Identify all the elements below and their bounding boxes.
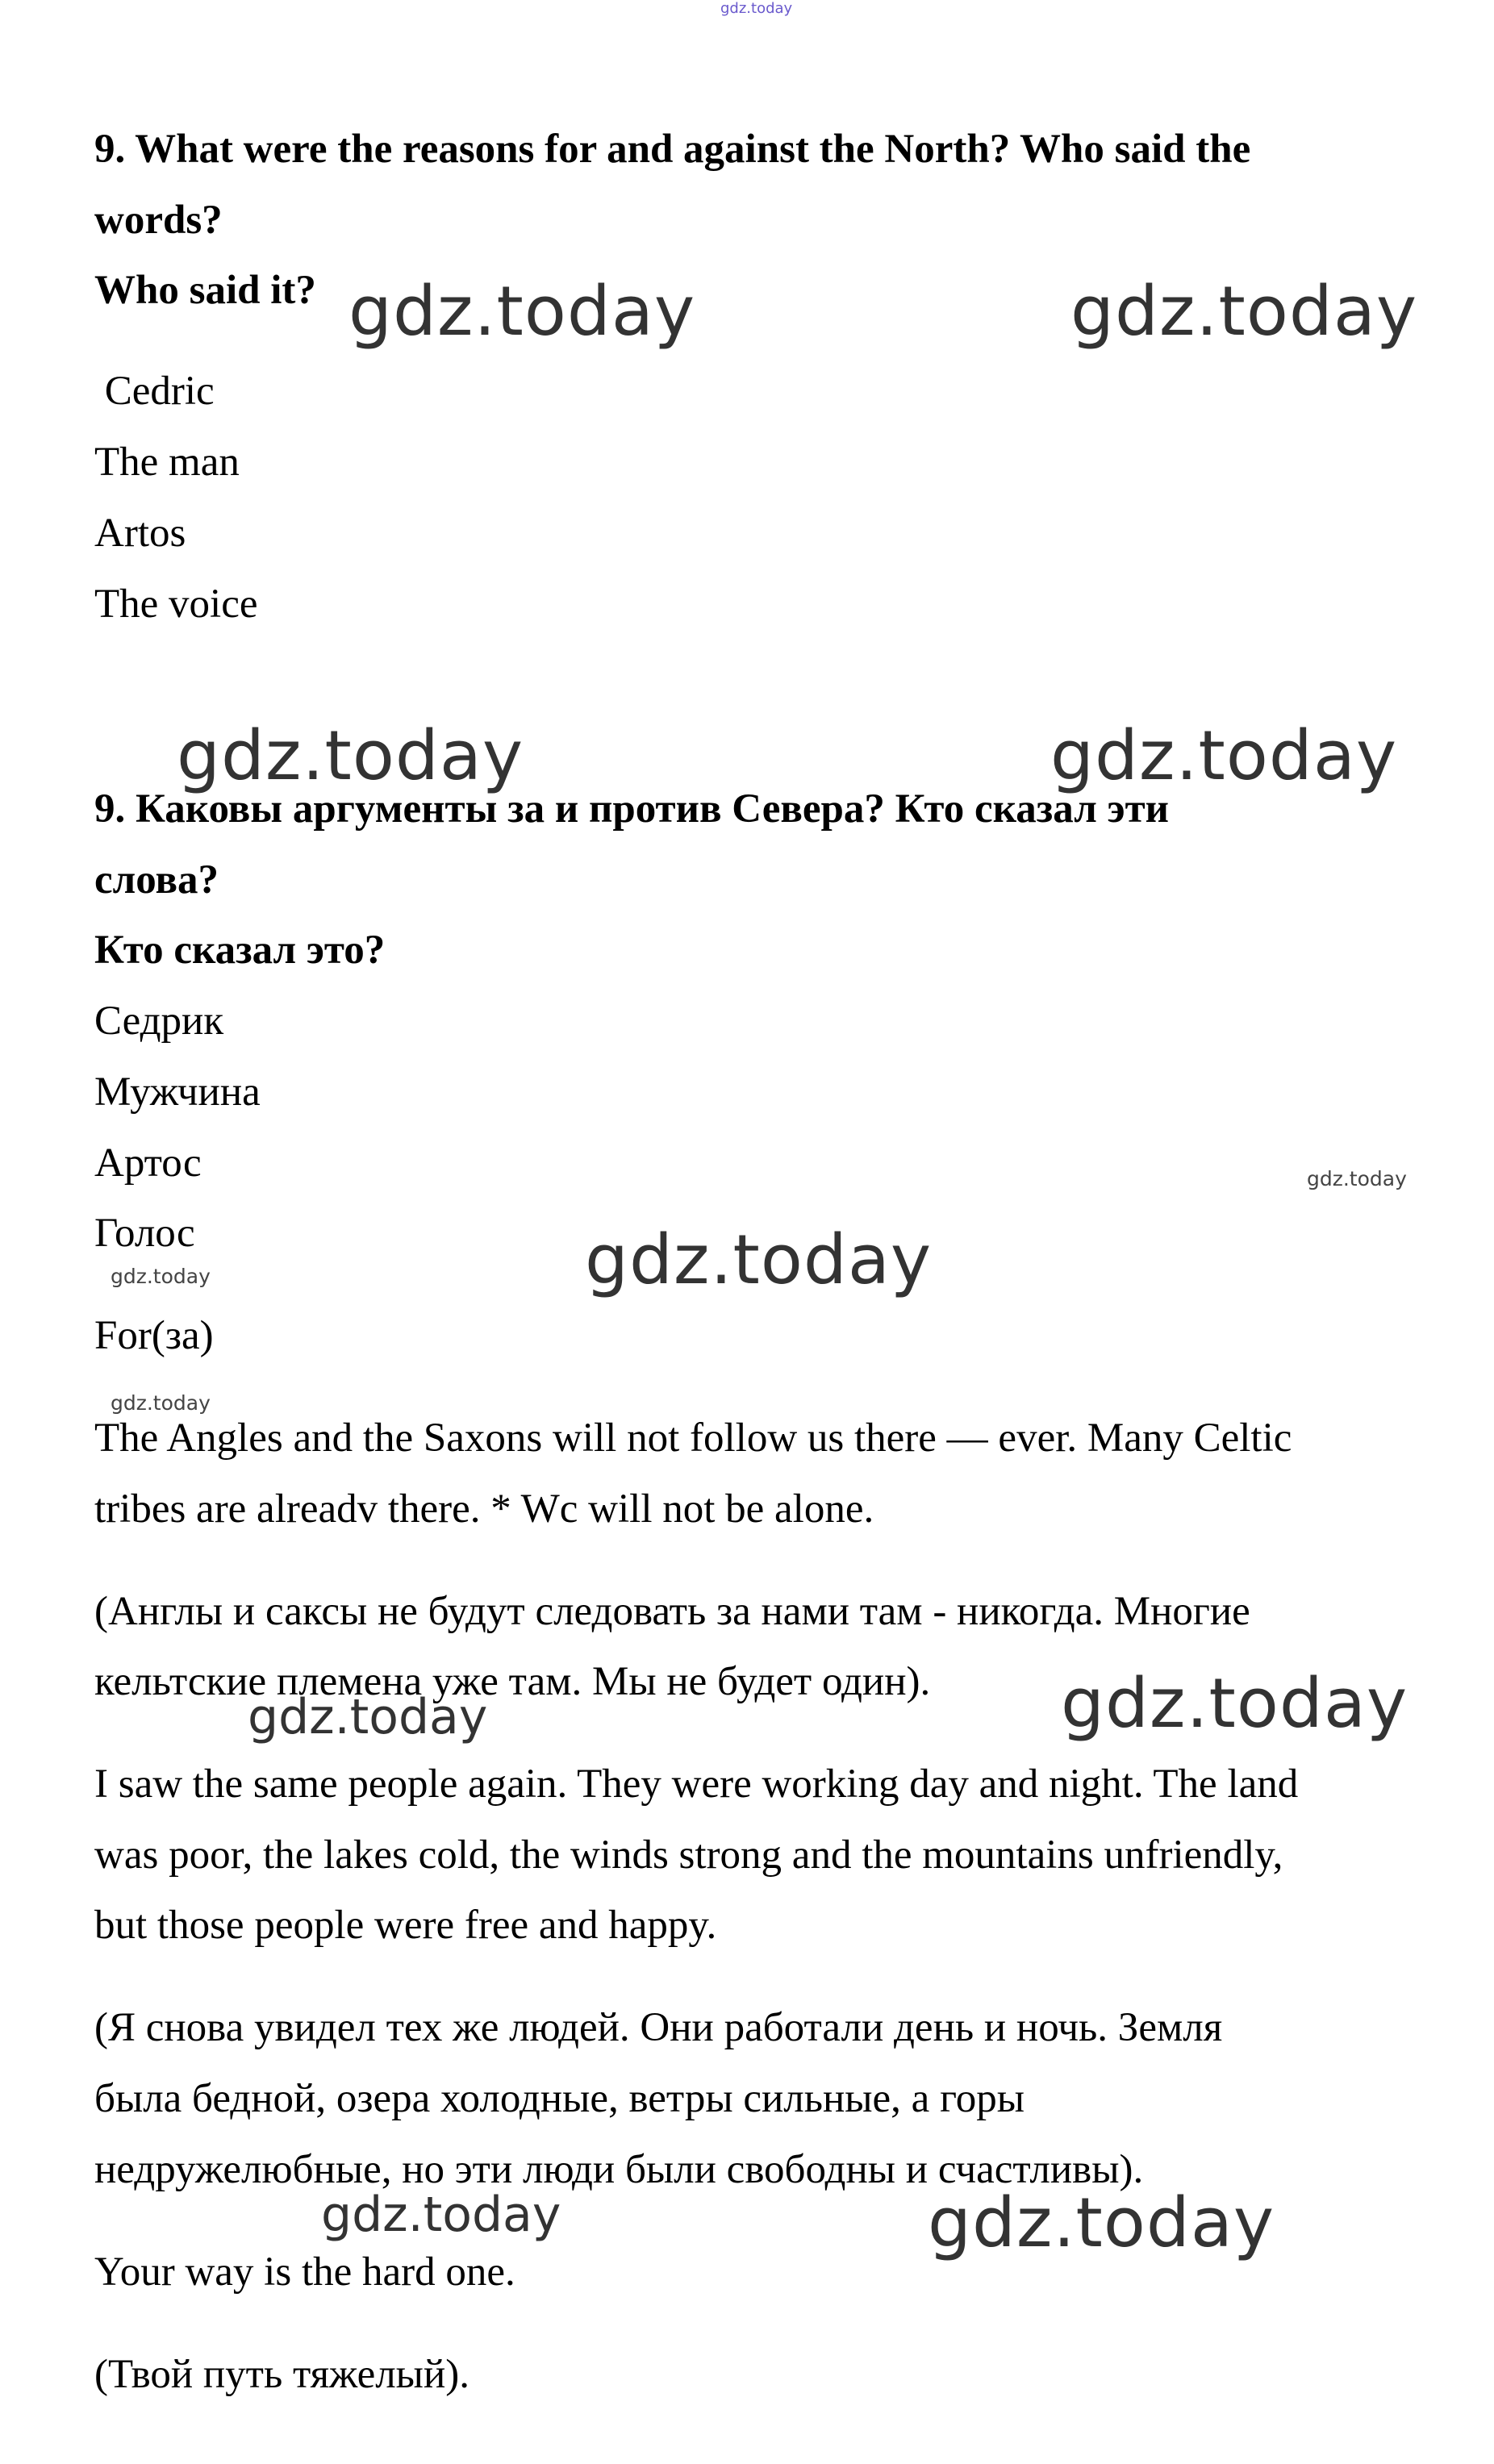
watermark: gdz.today bbox=[177, 716, 524, 796]
quote-3-en-line-1: Your way is the hard one. bbox=[94, 2249, 515, 2295]
for-label: For(за) bbox=[94, 1313, 214, 1358]
quote-1-en-line-1: The Angles and the Saxons will not follow us there — ever. Many Celtic bbox=[94, 1415, 1292, 1461]
watermark: gdz.today bbox=[248, 1689, 488, 1745]
quote-1-en-line-2: tribes are alreadv there. * Wc will not be alone. bbox=[94, 1486, 874, 1532]
quote-1-ru-line-2: кельтские племена уже там. Мы не будет один). bbox=[94, 1659, 931, 1704]
quote-2-en-line-1: I saw the same people again. They were working day and night. The land bbox=[94, 1761, 1299, 1807]
russian-speaker-cedric: Седрик bbox=[94, 999, 224, 1044]
russian-subheading: Кто сказал это? bbox=[94, 928, 386, 973]
watermark: gdz.today bbox=[111, 1265, 211, 1288]
watermark: gdz.today bbox=[1307, 1167, 1407, 1190]
quote-1-ru-line-1: (Англы и саксы не будут следовать за нами там - никогда. Многие bbox=[94, 1589, 1250, 1634]
russian-speaker-man: Мужчина bbox=[94, 1069, 261, 1115]
watermark: gdz.today bbox=[1070, 272, 1418, 352]
watermark: gdz.today bbox=[111, 1391, 211, 1415]
quote-2-en-line-2: was poor, the lakes cold, the winds strong and the mountains unfriendly, bbox=[94, 1832, 1283, 1878]
watermark-top: gdz.today bbox=[720, 0, 793, 17]
watermark: gdz.today bbox=[321, 2187, 561, 2243]
quote-3-ru-line-1: (Твой путь тяжелый). bbox=[94, 2352, 469, 2397]
quote-2-ru-line-1: (Я снова увидел тех же людей. Они работали день и ночь. Земля bbox=[94, 2005, 1223, 2050]
english-subheading: Who said it? bbox=[94, 268, 316, 313]
quote-2-ru-line-2: была бедной, озера холодные, ветры сильные, а горы bbox=[94, 2076, 1025, 2121]
russian-speaker-artos: Артос bbox=[94, 1140, 202, 1186]
watermark: gdz.today bbox=[1050, 716, 1398, 796]
russian-heading-line-2: слова? bbox=[94, 857, 219, 903]
english-speaker-the-voice: The voice bbox=[94, 582, 258, 627]
watermark: gdz.today bbox=[348, 272, 696, 352]
quote-2-ru-line-3: недружелюбные, но эти люди были свободны и счастливы). bbox=[94, 2147, 1144, 2192]
watermark: gdz.today bbox=[928, 2183, 1275, 2263]
russian-speaker-voice: Голос bbox=[94, 1211, 195, 1256]
watermark: gdz.today bbox=[1061, 1664, 1408, 1744]
english-speaker-the-man: The man bbox=[94, 440, 240, 485]
english-speaker-artos: Artos bbox=[94, 511, 186, 556]
quote-2-en-line-3: but those people were free and happy. bbox=[94, 1903, 717, 1948]
english-heading-line-2: words? bbox=[94, 198, 223, 243]
russian-heading-line-1: 9. Каковы аргументы за и против Севера? Кто сказал эти bbox=[94, 786, 1170, 832]
english-heading-line-1: 9. What were the reasons for and against the North? Who said the bbox=[94, 127, 1251, 172]
watermark: gdz.today bbox=[585, 1220, 933, 1300]
english-speaker-cedric: Cedric bbox=[94, 369, 215, 414]
